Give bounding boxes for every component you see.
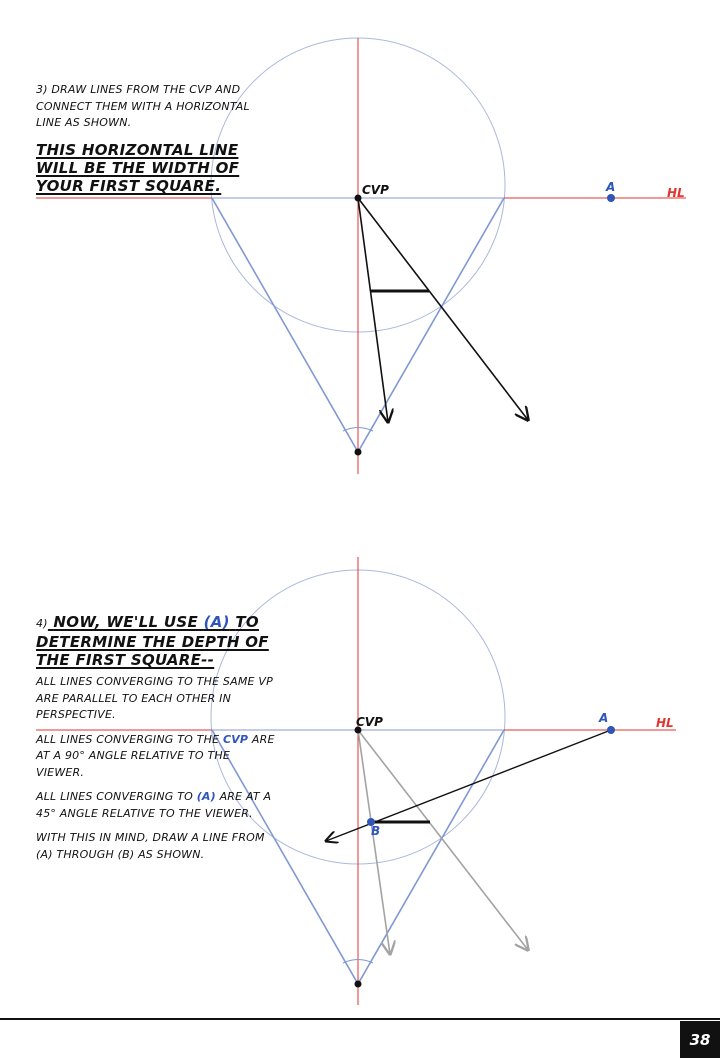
horizon-label: HL xyxy=(667,186,685,200)
cvp-label: CVP xyxy=(362,183,389,197)
page-number: 38 xyxy=(680,1021,720,1058)
step-4-paragraph-4: WITH THIS IN MIND, DRAW A LINE FROM (A) THROUGH (B) AS SHOWN. xyxy=(36,831,265,861)
station-point xyxy=(355,449,362,456)
cvp-line-right-faded xyxy=(358,730,528,950)
step-4-heading xyxy=(36,613,286,669)
step-4-paragraph-3 xyxy=(36,789,281,822)
point-a-label: A xyxy=(606,180,616,194)
cvp-point xyxy=(355,195,362,202)
step-3-emphasis: THIS HORIZONTAL LINE WILL BE THE WIDTH OF YOUR FIRST SQUARE. xyxy=(36,141,240,195)
step-4-paragraph-1: ALL LINES CONVERGING TO THE SAME VP ARE PARALLEL TO EACH OTHER IN PERSPECTIVE. xyxy=(36,675,273,721)
cone-right-edge xyxy=(358,730,504,984)
step-4-paragraph-3-part2: ARE AT A 45° ANGLE RELATIVE TO THE VIEWER. xyxy=(36,790,272,820)
step-4-body xyxy=(36,674,281,871)
step-4-paragraph-2-part2: ARE AT A 90° ANGLE RELATIVE TO THE VIEWER. xyxy=(36,732,275,779)
cone-right-edge xyxy=(358,198,504,452)
horizon-label: HL xyxy=(656,716,674,730)
point-b-label: B xyxy=(371,824,381,838)
cone-left-edge xyxy=(212,198,358,452)
step-4-paragraph-3-point-a: (A) xyxy=(196,790,216,803)
step-3-instructions: 3) DRAW LINES FROM THE CVP AND CONNECT THEM WITH A HORIZONTAL LINE AS SHOWN. xyxy=(36,83,250,129)
step-4-heading-part1: NOW, WE'LL USE xyxy=(53,613,199,631)
step-4-heading-part2: TO DETERMINE THE DEPTH OF THE FIRST SQUARE-- xyxy=(36,613,269,669)
cvp-line-left-faded xyxy=(358,730,390,954)
station-point xyxy=(355,981,362,988)
point-a-dot xyxy=(607,726,615,734)
step-4-paragraph-2 xyxy=(36,732,281,782)
point-a-label: A xyxy=(599,711,609,725)
cvp-label: CVP xyxy=(356,715,383,729)
step-4-paragraph-3-part1: ALL LINES CONVERGING TO xyxy=(36,790,193,803)
step-4-number: 4) xyxy=(36,617,48,630)
step-4-heading-point-a: (A) xyxy=(203,613,230,631)
step-4-paragraph-2-part1: ALL LINES CONVERGING TO THE xyxy=(36,732,220,746)
footer-rule xyxy=(0,1018,720,1020)
point-a-dot xyxy=(607,194,615,202)
step-4-paragraph-2-cvp: CVP xyxy=(222,732,249,746)
